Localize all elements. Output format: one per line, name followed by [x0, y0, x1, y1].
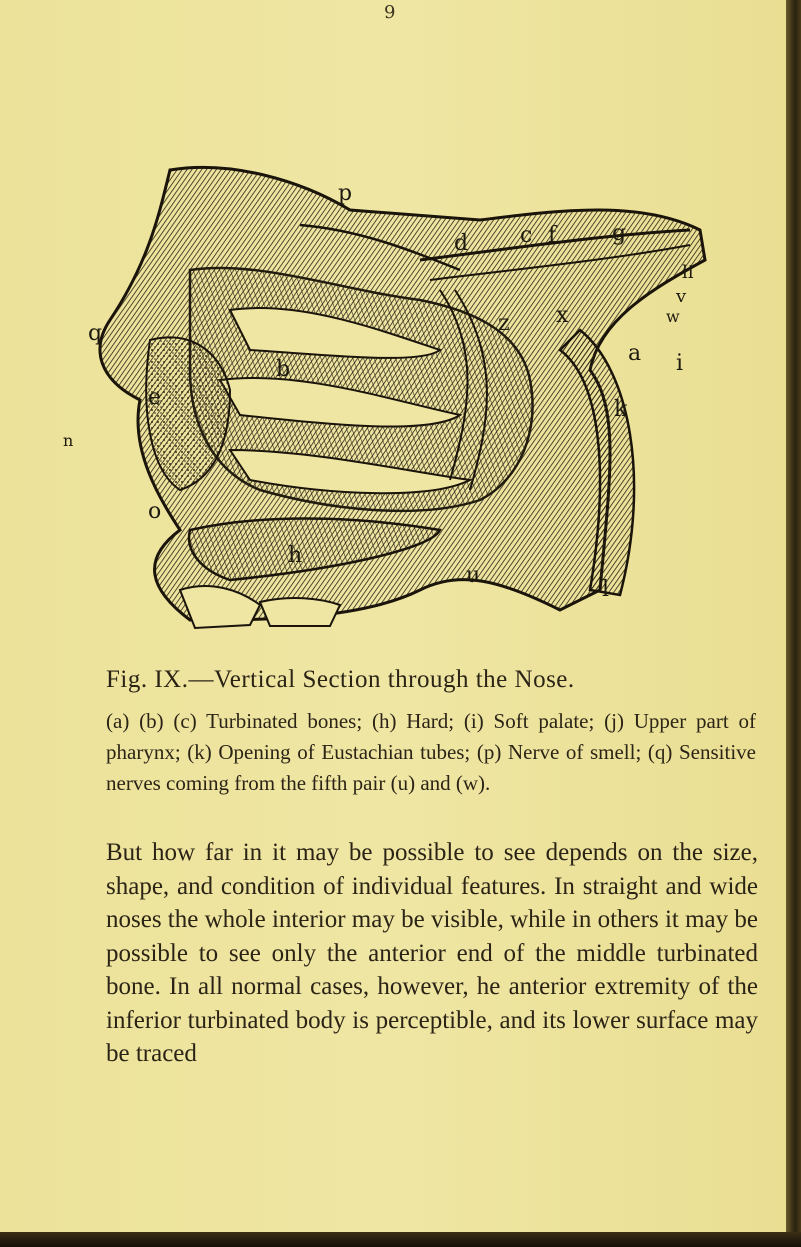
figure-label-x: x — [556, 303, 569, 328]
figure-label-k: k — [614, 397, 628, 422]
figure-caption-body: (a) (b) (c) Turbinated bones; (h) Hard; (i) Soft palate; (j) Upper part of pharynx; (k) Opening of Eustachian tubes; (p) Nerve of smell; (q) Sensitive nerves coming from the fifth pair (u) and (w). — [106, 709, 756, 795]
figure-label-z: z — [498, 311, 510, 336]
figure-label-e: e — [148, 385, 162, 410]
figure-caption-title: Fig. IX.—Vertical Section through the Nose. — [106, 666, 575, 693]
figure-label-v: v — [676, 286, 687, 307]
figure-label-p: p — [338, 181, 353, 206]
figure-label-f: f — [548, 223, 557, 248]
figure-label-g: g — [612, 221, 627, 246]
page-edge-bottom — [0, 1232, 801, 1247]
figure-label-d: d — [454, 231, 469, 256]
figure-label-h: h — [288, 543, 303, 568]
figure-label-q: q — [88, 321, 103, 346]
figure-label-u: u — [466, 563, 481, 588]
figure-label-l: l — [602, 577, 610, 602]
figure-label-c: c — [520, 223, 533, 248]
page-number: 9 — [384, 2, 396, 23]
figure-label-i: i — [676, 351, 684, 376]
figure-label-o: o — [148, 499, 162, 524]
figure-label-li: li — [682, 262, 694, 283]
nose-section-illustration — [0, 150, 801, 640]
figure-label-b: b — [276, 357, 291, 382]
figure-label-w: w — [666, 307, 680, 326]
figure-label-a: a — [628, 341, 642, 366]
body-paragraph: But how far in it may be possible to see depends on the size, shape, and condition of individual features. In straight and wide noses the whole interior may be visible, while in others it may be possible to see only the anterior end of the middle turbinated bone. In all normal cases, however, he anterior extremity of the inferior turbinated body is perceptible, and its lower surface may be traced — [106, 839, 758, 1067]
figure-label-n: n — [63, 431, 74, 450]
